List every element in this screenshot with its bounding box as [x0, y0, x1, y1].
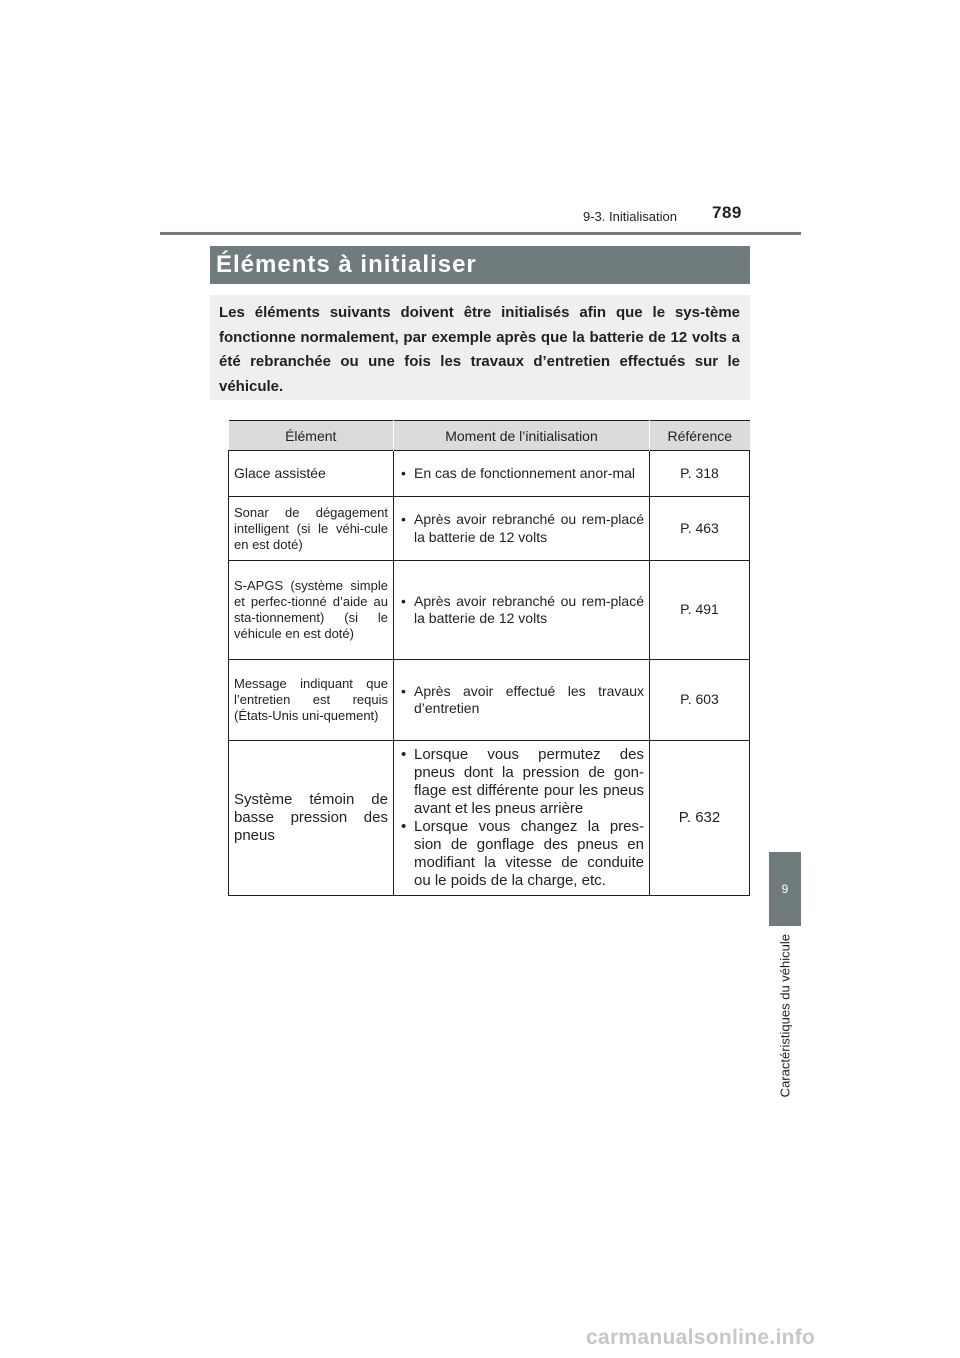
moment-item: • Lorsque vous permutez des pneus dont la pression de gon-flage est différente pour les pneus avant et les pneus arrière — [399, 746, 644, 818]
table-row — [229, 497, 750, 561]
row-moment — [394, 741, 650, 896]
row-reference: P. 491 — [650, 561, 750, 660]
section-title: Éléments à initialiser — [210, 246, 750, 284]
row-moment — [394, 561, 650, 660]
intro-box — [210, 295, 750, 400]
section-reference: 9-3. Initialisation — [583, 209, 677, 224]
page-number: 789 — [712, 203, 742, 222]
chapter-label-container — [769, 934, 801, 1134]
moment-item: • Après avoir rebranché ou rem-placé la batterie de 12 volts — [399, 511, 644, 546]
chapter-number: 9 — [781, 882, 789, 896]
row-reference: P. 603 — [650, 660, 750, 741]
chapter-tab — [769, 852, 801, 926]
row-moment — [394, 451, 650, 497]
row-moment — [394, 497, 650, 561]
chapter-label: Caractéristiques du véhicule — [777, 934, 793, 1098]
header-element: Élément — [229, 421, 394, 451]
intro-text: Les éléments suivants doivent être initialisés afin que le sys-tème fonctionne normalement, par exemple après que la batterie de 12 volts a été rebranchée ou une fois les travaux d’entretien effectués sur le véhicule. — [219, 304, 740, 395]
row-element: Sonar de dégagement intelligent (si le véhi-cule en est doté) — [229, 497, 394, 561]
row-reference: P. 318 — [650, 451, 750, 497]
header-moment: Moment de l’initialisation — [394, 421, 650, 451]
moment-item: • Lorsque vous changez la pres-sion de gonflage des pneus en modifiant la vitesse de conduite ou le poids de la charge, etc. — [399, 818, 644, 890]
row-reference: P. 463 — [650, 497, 750, 561]
row-element: Message indiquant que l’entretien est requis (États-Unis uni-quement) — [229, 660, 394, 741]
moment-item: • Après avoir effectué les travaux d’entretien — [399, 683, 644, 718]
moment-item: • En cas de fonctionnement anor-mal — [399, 465, 644, 483]
moment-item: • Après avoir rebranché ou rem-placé la batterie de 12 volts — [399, 593, 644, 628]
row-element: Glace assistée — [229, 451, 394, 497]
header-reference: Référence — [650, 421, 750, 451]
table-row — [229, 660, 750, 741]
table-header-row — [229, 421, 750, 451]
row-reference: P. 632 — [650, 741, 750, 896]
header-rule — [160, 232, 801, 235]
initialization-table — [228, 420, 750, 896]
row-element: S-APGS (système simple et perfec-tionné d’aide au sta-tionnement) (si le véhicule en est doté) — [229, 561, 394, 660]
row-element: Système témoin de basse pression des pneus — [229, 741, 394, 896]
table-row — [229, 561, 750, 660]
table-row — [229, 451, 750, 497]
row-moment — [394, 660, 650, 741]
table-row — [229, 741, 750, 896]
watermark: carmanualsonline.info — [586, 1326, 816, 1349]
